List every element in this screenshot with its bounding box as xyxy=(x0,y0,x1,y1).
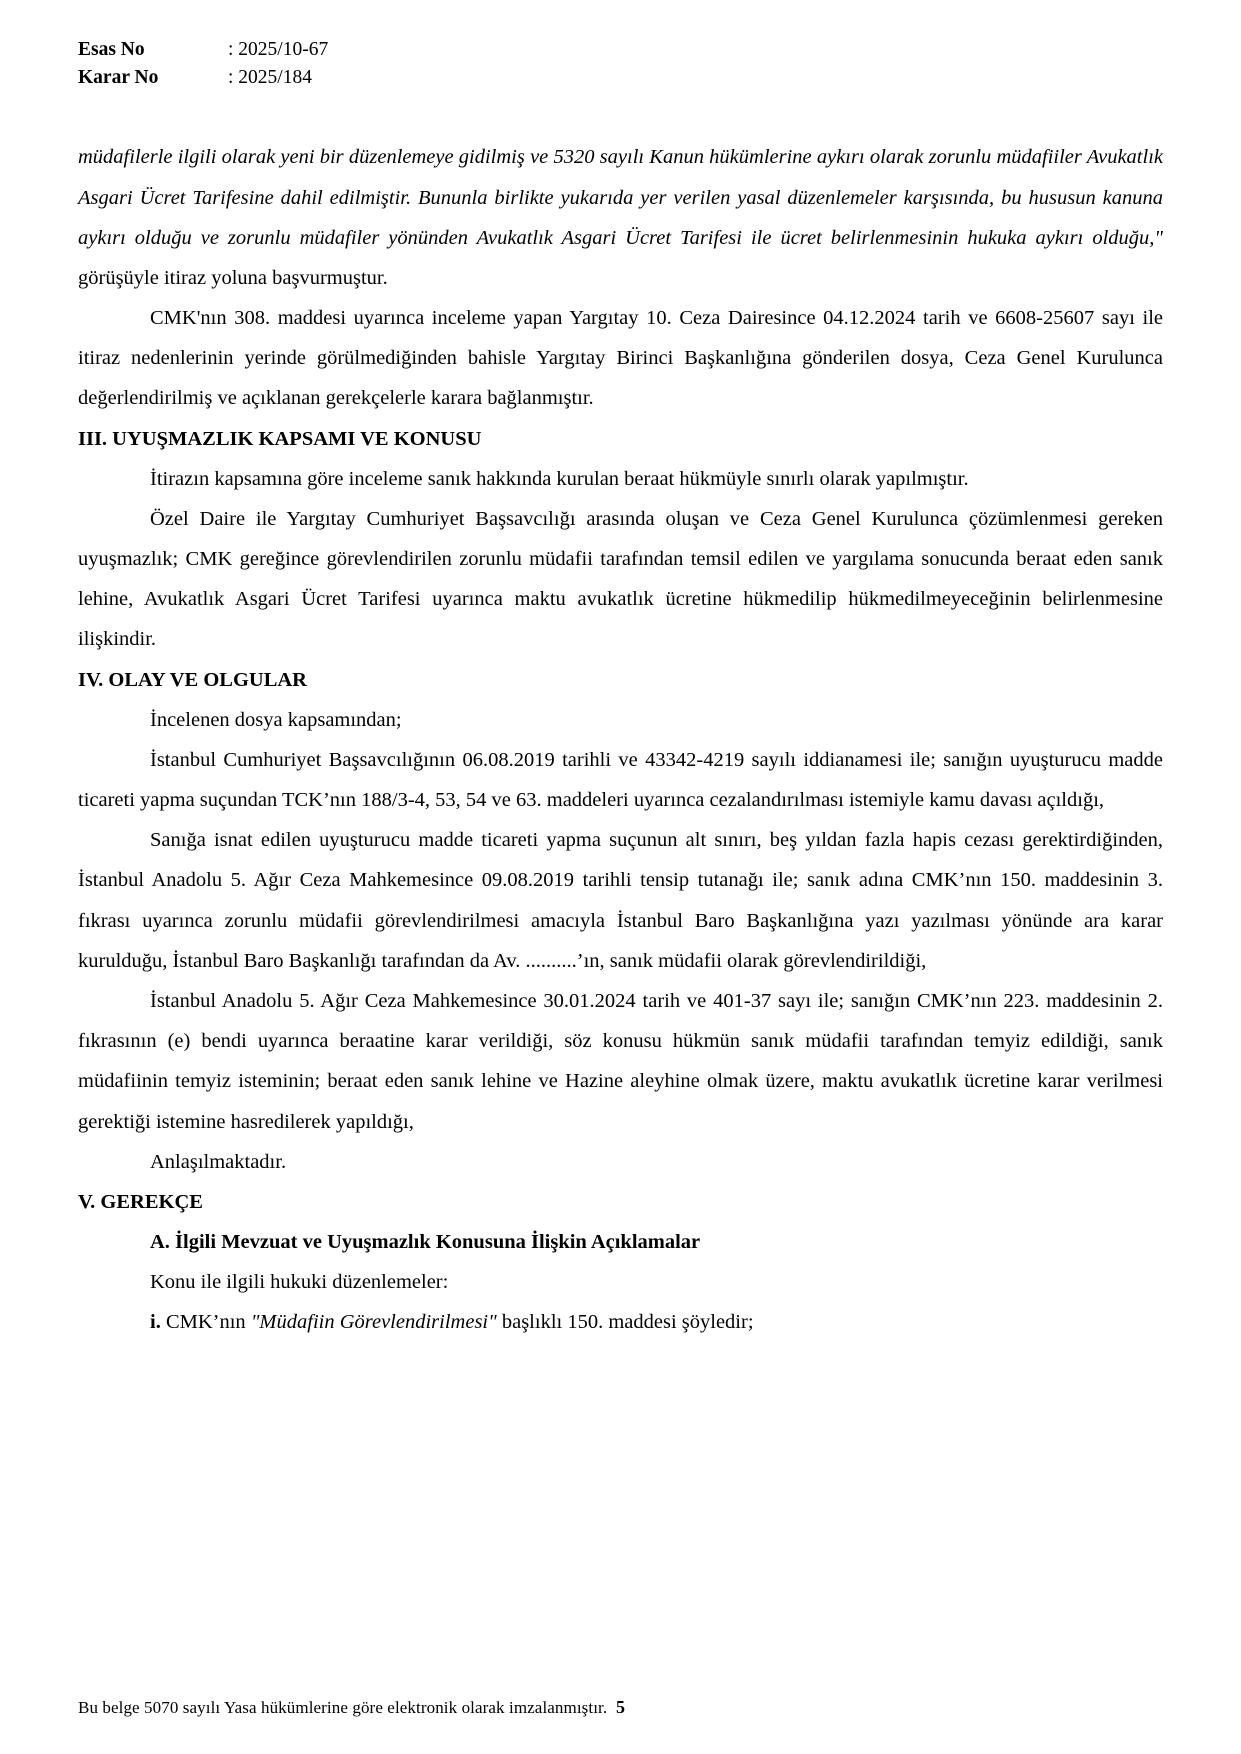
ozel-daire-paragraph: Özel Daire ile Yargıtay Cumhuriyet Başsavcılığı arasında oluşan ve Ceza Genel Kurulunca çözümlenmesi gereken uyuşmazlık; CMK gereğince görevlendirilen zorunlu müdafii tarafından temsil edilen ve yargılama sonucunda beraat eden sanık lehine, Avukatlık Asgari Ücret Tarifesi uyarınca maktu avukatlık ücretine hükmedilip hükmedilmeyeceğinin belirlenmesine ilişkindir. xyxy=(78,507,1163,651)
madde-150-after-quote: başlıklı 150. maddesi şöyledir; xyxy=(496,1311,754,1334)
page-number: 5 xyxy=(615,1697,626,1717)
list-marker-i: i. xyxy=(150,1311,166,1334)
heading-iii-uyusmazlik-kapsami: III. UYUŞMAZLIK KAPSAMI VE KONUSU xyxy=(78,427,482,450)
document-header xyxy=(78,36,1163,91)
tensip-tutanagi-paragraph: Sanığa isnat edilen uyuşturucu madde ticareti yapma suçunun alt sınırı, beş yıldan fazla hapis cezası gerektirdiğinden, İstanbul Anadolu 5. Ağır Ceza Mahkemesince 09.08.2019 tarihli tensip tutanağı ile; sanık adına CMK’nın 150. maddesinin 3. fıkrası uyarınca zorunlu müdafii görevlendirilmesi amacıyla İstanbul Baro Başkanlığına yazı yazılması yönünde ara karar kurulduğu, İstanbul Baro Başkanlığı tarafından da Av. ..........’ın, sanık müdafii olarak görevlendirildiği, xyxy=(78,829,1163,972)
heading-v-gerekce: V. GEREKÇE xyxy=(78,1190,203,1213)
quote-italic-text: müdafilerle ilgili olarak yeni bir düzenlemeye gidilmiş ve 5320 sayılı Kanun hükümlerine aykırı olarak zorunlu müdafiiler Avukatlık Asgari Ücret Tarifesine dahil edilmiştir. Bununla birlikte yukarıda yer verilen yasal düzenlemeler karşısında, bu hususun kanuna aykırı olduğu ve zorunlu müdafiler yönünden Avukatlık Asgari Ücret Tarifesi ile ücret belirlenmesinin hukuka aykırı olduğu," xyxy=(78,146,1163,249)
konu-ile-ilgili-paragraph: Konu ile ilgili hukuki düzenlemeler: xyxy=(150,1271,449,1294)
case-number-value: : 2025/10-67 xyxy=(228,39,329,60)
document-footer xyxy=(0,1698,1241,1718)
quote-paragraph xyxy=(78,137,1163,298)
decision-number-value: : 2025/184 xyxy=(228,66,312,88)
decision-number-row xyxy=(78,64,1163,92)
madde-150-intro-line xyxy=(78,1302,1163,1342)
beraat-karari-paragraph: İstanbul Anadolu 5. Ağır Ceza Mahkemesince 30.01.2024 tarih ve 401-37 sayı ile; sanığın CMK’nın 223. maddesinin 2. fıkrasının (e) bendi uyarınca beraatine karar verildiği, söz konusu hükmün sanık müdafii tarafından temyiz edildiği, sanık müdafiinin temyiz isteminin; beraat eden sanık lehine ve Hazine aleyhine olmak üzere, maktu avukatlık ücretine karar verilmesi gerektiği istemine hasredilerek yapıldığı, xyxy=(78,989,1163,1133)
subheading-a-ilgili-mevzuat: A. İlgili Mevzuat ve Uyuşmazlık Konusuna İlişkin Açıklamalar xyxy=(150,1231,701,1254)
anlasilmaktadir-paragraph: Anlaşılmaktadır. xyxy=(150,1150,287,1173)
incelenen-dosya-paragraph: İncelenen dosya kapsamından; xyxy=(150,708,402,731)
decision-number-label: Karar No xyxy=(78,66,159,88)
footer-inner xyxy=(78,1698,1163,1718)
case-number-row xyxy=(78,36,1163,64)
madde-150-quoted-title: "Müdafiin Görevlendirilmesi" xyxy=(250,1311,497,1334)
e-signature-note: Bu belge 5070 sayılı Yasa hükümlerine göre elektronik olarak imzalanmıştır. xyxy=(78,1698,608,1717)
quote-roman-text: görüşüyle itiraz yoluna başvurmuştur. xyxy=(78,266,388,289)
itiraz-kapsami-paragraph: İtirazın kapsamına göre inceleme sanık hakkında kurulan beraat hükmüyle sınırlı olarak yapılmıştır. xyxy=(150,467,969,490)
case-number-label: Esas No xyxy=(78,39,145,60)
heading-iv-olay-ve-olgular: IV. OLAY VE OLGULAR xyxy=(78,668,307,691)
iddianame-paragraph: İstanbul Cumhuriyet Başsavcılığının 06.08.2019 tarihli ve 43342-4219 sayılı iddianamesi ile; sanığın uyuşturucu madde ticareti yapma suçundan TCK’nın 188/3-4, 53, 54 ve 63. maddeleri uyarınca cezalandırılması istemiyle kamu davası açıldığı, xyxy=(78,748,1163,812)
cmk-308-paragraph: CMK'nın 308. maddesi uyarınca inceleme yapan Yargıtay 10. Ceza Dairesince 04.12.2024 tarih ve 6608-25607 sayı ile itiraz nedenlerinin yerinde görülmediğinden bahisle Yargıtay Birinci Başkanlığına gönderilen dosya, Ceza Genel Kurulunca değerlendirilmiş ve açıklanan gerekçelerle karara bağlanmıştır. xyxy=(78,307,1163,410)
madde-150-before-quote: CMK’nın xyxy=(165,1311,251,1334)
document-body xyxy=(78,137,1163,1342)
